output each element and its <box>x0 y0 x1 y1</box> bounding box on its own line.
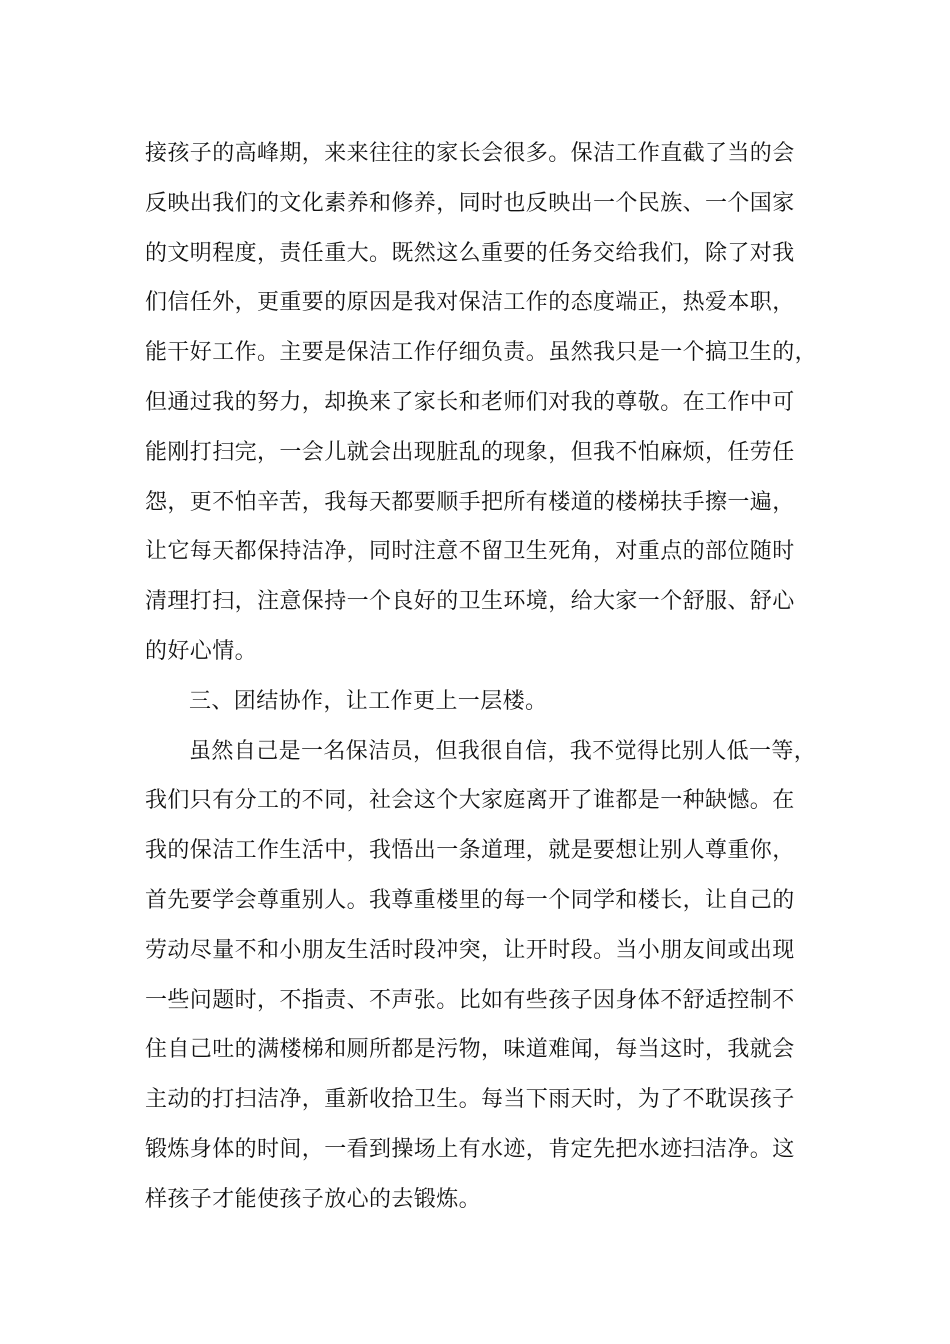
text-line: 能刚打扫完，一会儿就会出现脏乱的现象，但我不怕麻烦，任劳任 <box>145 439 795 465</box>
text-line: 我的保洁工作生活中，我悟出一条道理，就是要想让别人尊重你， <box>145 838 795 864</box>
text-line: 一些问题时，不指责、不声张。比如有些孩子因身体不舒适控制不 <box>145 987 795 1013</box>
text-line: 首先要学会尊重别人。我尊重楼里的每一个同学和楼长，让自己的 <box>145 887 795 913</box>
text-line: 们信任外，更重要的原因是我对保洁工作的态度端正，热爱本职， <box>145 290 795 316</box>
text-line: 能干好工作。主要是保洁工作仔细负责。虽然我只是一个搞卫生的， <box>145 340 818 366</box>
text-line: 样孩子才能使孩子放心的去锻炼。 <box>145 1186 482 1212</box>
text-line: 怨，更不怕辛苦，我每天都要顺手把所有楼道的楼梯扶手擦一遍， <box>145 489 795 515</box>
section-heading: 三、团结协作，让工作更上一层楼。 <box>189 688 548 714</box>
text-line: 让它每天都保持洁净，同时注意不留卫生死角，对重点的部位随时 <box>145 539 795 565</box>
text-line: 的文明程度，责任重大。既然这么重要的任务交给我们，除了对我 <box>145 240 795 266</box>
text-line: 接孩子的高峰期，来来往往的家长会很多。保洁工作直截了当的会 <box>145 141 795 166</box>
text-line: 主动的打扫洁净，重新收拾卫生。每当下雨天时，为了不耽误孩子 <box>145 1087 795 1113</box>
text-line: 的好心情。 <box>145 638 258 664</box>
text-line: 反映出我们的文化素养和修养，同时也反映出一个民族、一个国家 <box>145 190 795 216</box>
text-line: 锻炼身体的时间，一看到操场上有水迹，肯定先把水迹扫洁净。这 <box>145 1136 795 1162</box>
text-line: 我们只有分工的不同，社会这个大家庭离开了谁都是一种缺憾。在 <box>145 788 795 814</box>
text-line: 但通过我的努力，却换来了家长和老师们对我的尊敬。在工作中可 <box>145 389 795 415</box>
text-line: 清理打扫，注意保持一个良好的卫生环境，给大家一个舒服、舒心 <box>145 589 795 615</box>
body-text <box>145 129 818 1225</box>
paragraph-first-line: 虽然自己是一名保洁员，但我很自信，我不觉得比别人低一等， <box>189 738 817 764</box>
text-line: 住自己吐的满楼梯和厕所都是污物，味道难闻，每当这时，我就会 <box>145 1037 795 1063</box>
text-line: 劳动尽量不和小朋友生活时段冲突，让开时段。当小朋友间或出现 <box>145 937 795 963</box>
